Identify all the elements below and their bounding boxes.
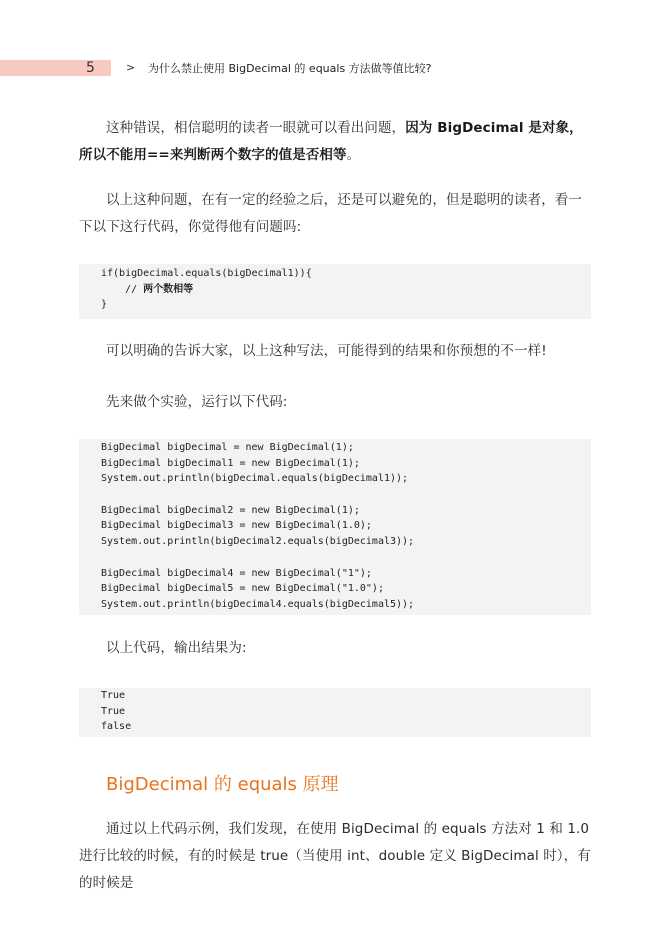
section-heading: BigDecimal 的 equals 原理: [106, 774, 339, 795]
code-comment-prefix: //: [101, 283, 144, 295]
chapter-title: 为什么禁止使用 BigDecimal 的 equals 方法做等值比较?: [148, 62, 432, 75]
paragraph-emphasis: 因为 BigDecimal 是对象，所以不能用==来判断两个数字的值是否相等: [79, 120, 583, 163]
code-block-experiment: [79, 439, 591, 615]
code-line: System.out.println(bigDecimal4.equals(bigDecimal5));: [101, 598, 415, 610]
code-line: BigDecimal bigDecimal2 = new BigDecimal(1);: [101, 504, 360, 516]
code-line: BigDecimal bigDecimal4 = new BigDecimal("1");: [101, 567, 372, 579]
code-block-equals-check: [79, 264, 591, 319]
paragraph-explanation: 通过以上代码示例，我们发现，在使用 BigDecimal 的 equals 方法对 1 和 1.0 进行比较的时候，有的时候是 true（当使用 int、double 定义 BigDecimal 时），有的时候是: [79, 821, 591, 891]
code-line: if(bigDecimal.equals(bigDecimal1)){: [101, 268, 312, 279]
output-line: True: [101, 705, 126, 717]
paragraph-warning: 可以明确的告诉大家，以上这种写法，可能得到的结果和你预想的不一样!: [106, 343, 547, 359]
code-line-blank: [101, 550, 591, 566]
code-line: [101, 282, 591, 298]
code-line: System.out.println(bigDecimal.equals(bigDecimal1));: [101, 473, 409, 485]
code-line-blank: [101, 487, 591, 503]
breadcrumb-arrow: >: [126, 61, 136, 74]
code-block-output: [79, 688, 591, 737]
code-line: BigDecimal bigDecimal = new BigDecimal(1);: [101, 442, 354, 453]
paragraph-output-intro: 以上代码，输出结果为:: [106, 640, 247, 656]
paragraph-text-end: 。: [346, 147, 361, 163]
output-line: True: [101, 690, 126, 701]
paragraph-experiment: 先来做个实验，运行以下代码:: [106, 394, 288, 410]
code-line: System.out.println(bigDecimal2.equals(bigDecimal3));: [101, 536, 415, 548]
code-line: BigDecimal bigDecimal5 = new BigDecimal("1.0");: [101, 583, 384, 595]
output-line: false: [101, 721, 132, 733]
paragraph-question: 以上这种问题，在有一定的经验之后，还是可以避免的，但是聪明的读者，看一下以下这行代码，你觉得他有问题吗:: [79, 192, 582, 235]
paragraph-intro: [79, 115, 592, 169]
code-line: BigDecimal bigDecimal3 = new BigDecimal(1.0);: [101, 520, 372, 532]
code-comment: 两个数相等: [143, 283, 194, 295]
chapter-number: 5: [86, 60, 95, 76]
code-line: BigDecimal bigDecimal1 = new BigDecimal(1);: [101, 457, 360, 469]
paragraph-text: 这种错误，相信聪明的读者一眼就可以看出问题，: [106, 120, 406, 136]
code-line: }: [101, 299, 108, 311]
